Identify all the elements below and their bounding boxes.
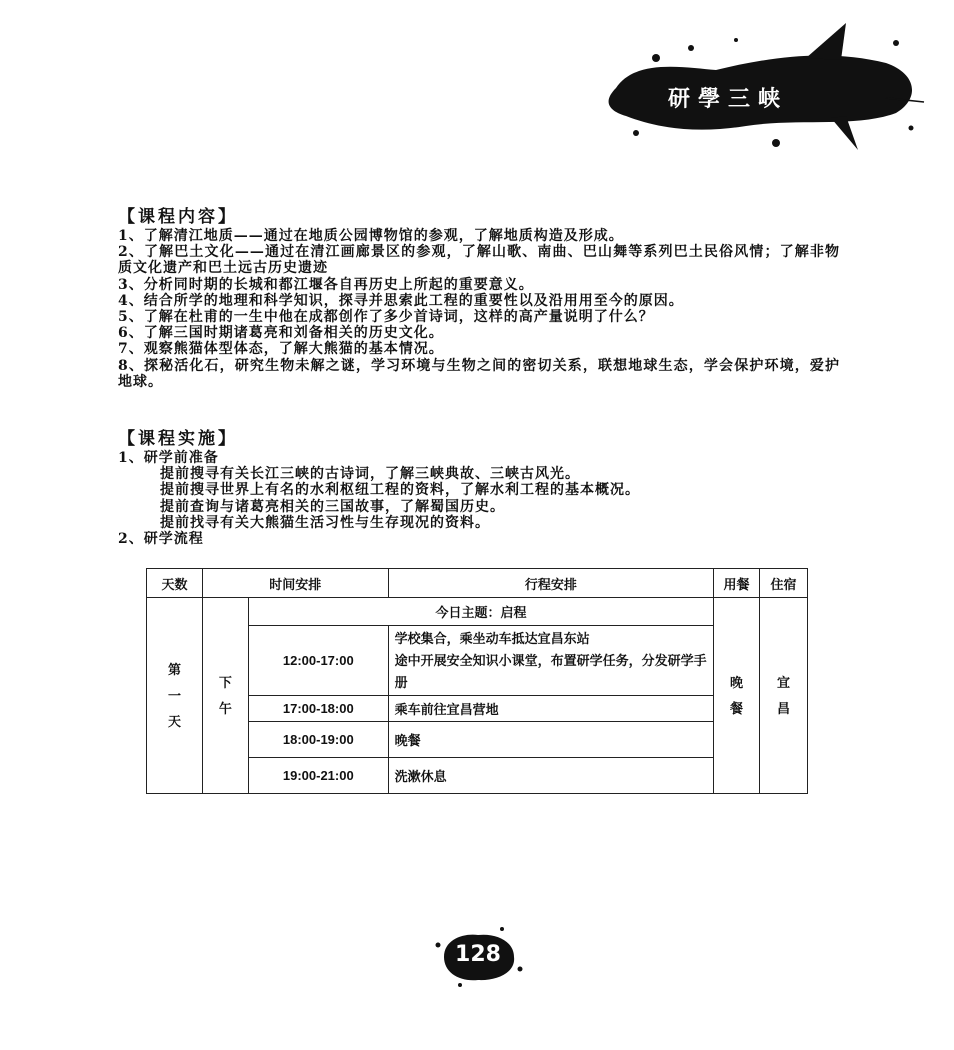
course-impl-block <box>118 450 840 547</box>
list-item: 提前查询与诸葛亮相关的三国故事，了解蜀国历史。 <box>160 498 505 515</box>
header-itinerary: 行程安排 <box>388 569 713 598</box>
schedule-table <box>146 568 808 794</box>
table-header-row <box>147 569 808 598</box>
header-day: 天数 <box>147 569 203 598</box>
list-item: 提前搜寻世界上有名的水利枢纽工程的资料，了解水利工程的基本概况。 <box>160 482 640 499</box>
page-number: 128 <box>455 942 501 967</box>
course-impl-heading: 【课程实施】 <box>118 429 238 449</box>
list-item: 2、了解巴土文化——通过在清江画廊景区的参观，了解山歌、南曲、巴山舞等系列巴土民俗风情；了解非物质文化遗产和巴土远古历史遗迹 <box>118 244 840 277</box>
list-item: 提前找寻有关大熊猫生活习性与生存现况的资料。 <box>160 514 490 531</box>
meal-cell <box>714 598 760 794</box>
lodging-label: 宜 昌 <box>776 674 790 716</box>
time-cell: 12:00-17:00 <box>248 626 388 696</box>
prep-title: 1、研学前准备 <box>118 450 219 466</box>
course-content-heading: 【课程内容】 <box>118 207 238 227</box>
period-cell <box>202 598 248 794</box>
list-item: 7、观察熊猫体型体态，了解大熊猫的基本情况。 <box>118 341 444 358</box>
list-item: 5、了解在杜甫的一生中他在成都创作了多少首诗词，这样的高产量说明了什么？ <box>118 309 654 326</box>
time-cell: 18:00-19:00 <box>248 722 388 758</box>
day-label: 第 一 天 <box>167 661 181 729</box>
table-row <box>147 598 808 626</box>
list-item: 4、结合所学的地理和科学知识，探寻并思索此工程的重要性以及沿用用至今的原因。 <box>118 292 684 309</box>
header-lodging: 住宿 <box>760 569 808 598</box>
list-item: 3、分析同时期的长城和都江堰各自再历史上所起的重要意义。 <box>118 276 534 293</box>
list-item: 8、探秘活化石，研究生物未解之谜，学习环境与生物之间的密切关系，联想地球生态，学会保护环境，爱护地球。 <box>118 357 840 390</box>
list-item: 6、了解三国时期诸葛亮和刘备相关的历史文化。 <box>118 325 444 342</box>
header-meal: 用餐 <box>714 569 760 598</box>
theme-cell: 今日主题：启程 <box>248 598 713 626</box>
activity-cell: 学校集合，乘坐动车抵达宜昌东站 途中开展安全知识小课堂，布置研学任务，分发研学手册 <box>388 626 713 696</box>
header-time: 时间安排 <box>202 569 388 598</box>
list-item: 提前搜寻有关长江三峡的古诗词，了解三峡典故、三峡古风光。 <box>160 466 580 483</box>
lodging-cell <box>760 598 808 794</box>
time-cell: 17:00-18:00 <box>248 696 388 722</box>
meal-label: 晚 餐 <box>730 674 744 716</box>
header-title: 研學三峡 <box>668 86 789 112</box>
flow-title: 2、研学流程 <box>118 531 204 548</box>
activity-cell: 乘车前往宜昌营地 <box>388 696 713 722</box>
activity-cell: 洗漱休息 <box>388 758 713 794</box>
day-cell <box>147 598 203 794</box>
period-label: 下 午 <box>218 674 232 716</box>
course-content-list <box>118 228 840 390</box>
time-cell: 19:00-21:00 <box>248 758 388 794</box>
activity-cell: 晚餐 <box>388 722 713 758</box>
list-item: 1、了解清江地质——通过在地质公园博物馆的参观，了解地质构造及形成。 <box>118 228 624 244</box>
